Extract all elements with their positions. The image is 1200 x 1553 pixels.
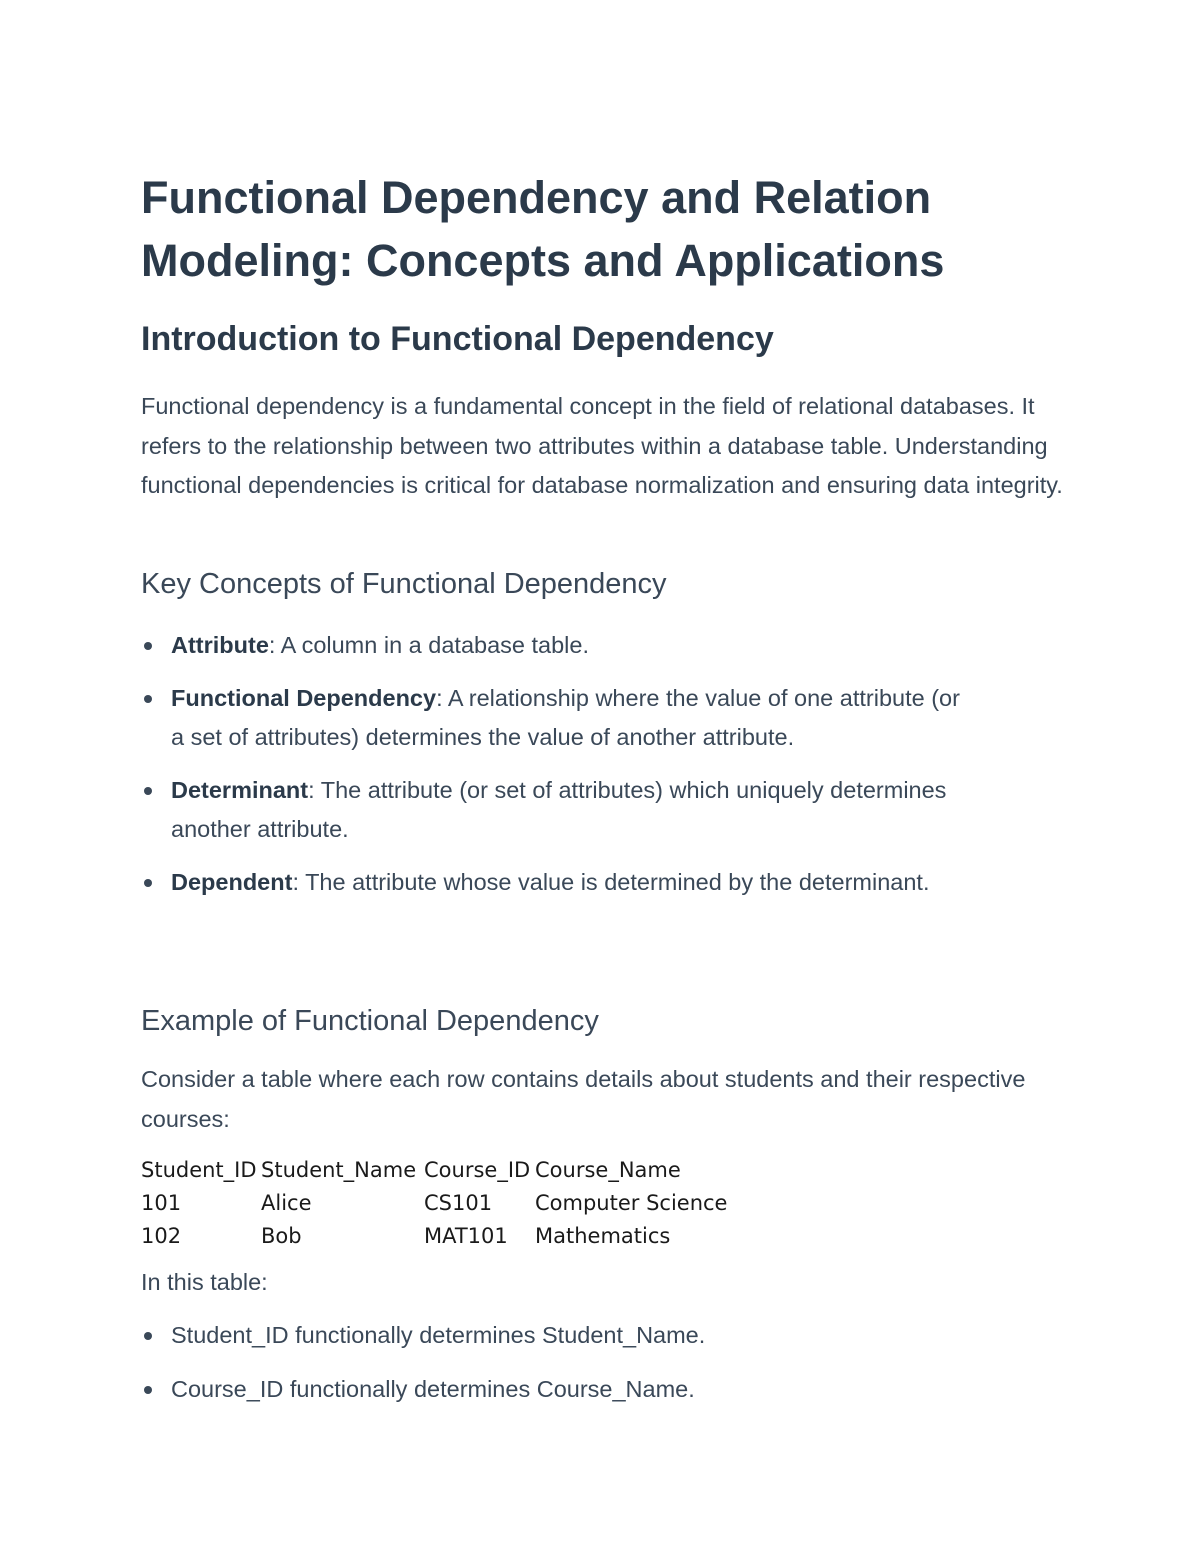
list-item [141, 626, 971, 666]
document-title: Functional Dependency and Relation Modeling: Concepts and Applications [141, 172, 945, 286]
definition-attribute: : A column in a database table. [268, 632, 589, 658]
conclusion-text: Student_ID functionally determines Student_Name. [171, 1322, 706, 1348]
conclusion-text: Course_ID functionally determines Course_Name. [171, 1375, 695, 1402]
example-paragraph: Consider a table where each row contains details about students and their respective courses: [141, 1066, 1026, 1132]
bullet-icon [144, 1332, 152, 1340]
conclusions-list [141, 1316, 1071, 1409]
example-heading: Example of Functional Dependency [141, 1005, 599, 1037]
bullet-icon [144, 787, 152, 795]
term-attribute: Attribute [171, 632, 269, 658]
definition-dependent: : The attribute whose value is determined by the determinant. [292, 868, 930, 895]
table-row [141, 1186, 755, 1219]
column-header: Student_Name [261, 1157, 417, 1182]
list-item [141, 1370, 1071, 1410]
students-table [141, 1153, 755, 1252]
column-header: Course_ID [424, 1157, 531, 1182]
bullet-icon [144, 879, 152, 887]
list-item [141, 863, 931, 903]
term-dependent: Dependent [171, 868, 293, 895]
bullet-icon [144, 1386, 152, 1394]
table-cell: 101 [141, 1190, 182, 1215]
column-header: Student_ID [141, 1157, 257, 1182]
table-cell: 102 [141, 1223, 182, 1248]
intro-heading: Introduction to Functional Dependency [141, 320, 774, 358]
definition-functional-dependency: : A relationship where the value of one attribute (or a set of attributes) determines the value of another attribute. [171, 684, 960, 750]
list-item [141, 1316, 1071, 1356]
table-cell: Mathematics [535, 1223, 671, 1248]
key-concepts-list [141, 626, 1071, 902]
table-cell: Bob [261, 1223, 302, 1248]
column-header: Course_Name [535, 1157, 681, 1182]
table-header-row [141, 1153, 755, 1186]
table-row [141, 1219, 755, 1252]
definition-determinant: : The attribute (or set of attributes) which uniquely determines another attribute. [171, 776, 947, 842]
term-determinant: Determinant [171, 776, 309, 803]
key-concepts-heading: Key Concepts of Functional Dependency [141, 568, 667, 600]
list-item [141, 771, 971, 850]
intro-paragraph: Functional dependency is a fundamental concept in the field of relational databases. It refers to the relationship between two attributes within a database table. Understanding functional dependencies is critical for database normalization and ensuring data integrity. [141, 393, 1063, 498]
table-cell: Computer Science [535, 1190, 728, 1215]
table-cell: MAT101 [424, 1223, 508, 1248]
bullet-icon [144, 642, 152, 650]
bullet-icon [144, 695, 152, 703]
term-functional-dependency: Functional Dependency [171, 684, 437, 711]
table-cell: Alice [261, 1190, 312, 1215]
list-item [141, 679, 971, 758]
table-cell: CS101 [424, 1190, 493, 1215]
in-this-table-label: In this table: [141, 1269, 268, 1295]
